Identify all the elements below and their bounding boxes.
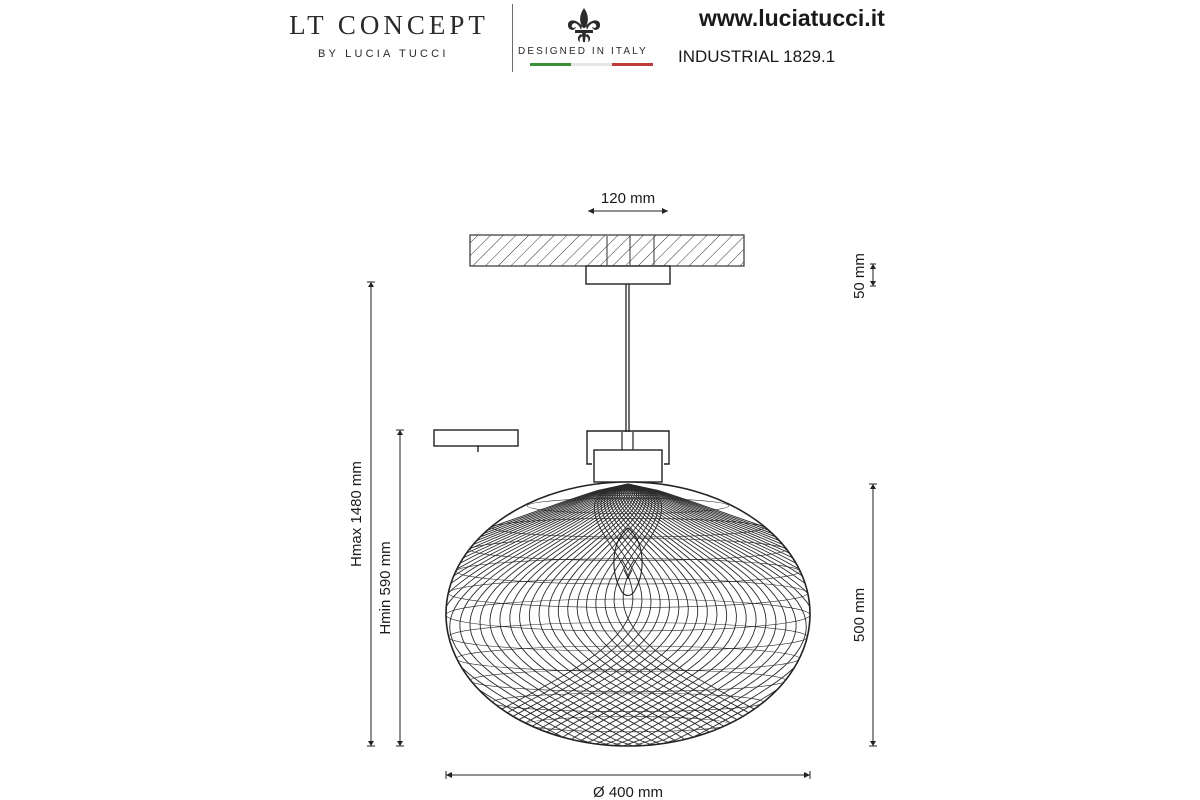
- origin-label: DESIGNED IN ITALY: [518, 46, 648, 57]
- dim-label-shade-height: 500 mm: [851, 587, 868, 643]
- lamp-holder: [587, 431, 669, 482]
- dim-label-shade-diameter: Ø 400 mm: [592, 784, 664, 800]
- ceiling-hatched: [470, 235, 744, 266]
- dim-shade-diameter: [446, 771, 810, 800]
- model-name: INDUSTRIAL 1829.1: [678, 47, 836, 66]
- dim-shade-height: [851, 484, 877, 746]
- canopy: [586, 266, 670, 284]
- dim-label-height-min: Hmin 590 mm: [377, 541, 394, 635]
- dim-canopy-height: [851, 253, 876, 299]
- brand-tagline: BY LUCIA TUCCI: [318, 48, 449, 60]
- dim-label-canopy-height: 50 mm: [851, 253, 868, 299]
- dim-label-height-max: Hmax 1480 mm: [348, 461, 365, 567]
- dim-canopy-width: [588, 190, 668, 214]
- dim-label-canopy-width: 120 mm: [600, 190, 656, 207]
- website-url: www.luciatucci.it: [699, 5, 885, 31]
- dim-height-min: [377, 430, 404, 746]
- canopy-alternate-view: [434, 430, 518, 452]
- dim-height-max: [348, 282, 375, 746]
- brand-logo-text: LT CONCEPT: [289, 10, 489, 40]
